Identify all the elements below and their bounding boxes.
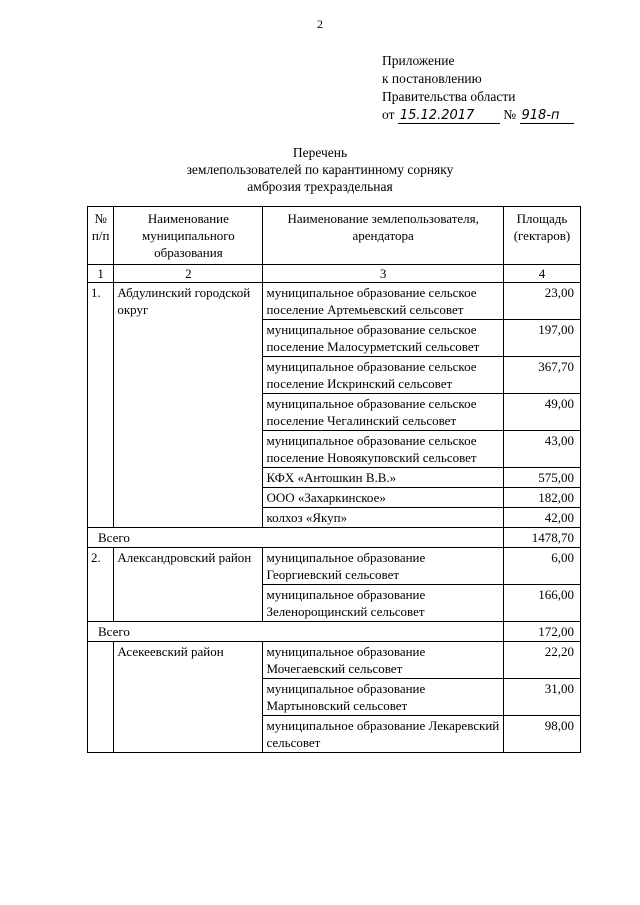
header-user: Наименование землепользователя, арендатора	[263, 207, 503, 265]
row-number	[88, 642, 114, 753]
row-number: 2.	[88, 548, 114, 622]
appendix-date-line	[382, 106, 574, 124]
number-prefix: №	[503, 107, 517, 122]
land-user-name: КФХ «Антошкин В.В.»	[263, 468, 503, 488]
municipality-name: Асекеевский район	[114, 642, 263, 753]
title-line-3: амброзия трехраздельная	[247, 179, 393, 194]
title-line-1: Перечень	[292, 145, 348, 160]
total-row	[88, 528, 581, 548]
total-label: Всего	[88, 622, 504, 642]
total-value: 1478,70	[503, 528, 580, 548]
table-row	[88, 642, 581, 679]
land-user-name: муниципальное образование Зеленорощинский сельсовет	[263, 585, 503, 622]
appendix-line-1: Приложение	[382, 53, 455, 68]
land-user-name: ООО «Захаркинское»	[263, 488, 503, 508]
area-value: 43,00	[503, 431, 580, 468]
area-value: 49,00	[503, 394, 580, 431]
area-value: 6,00	[503, 548, 580, 585]
land-user-name: муниципальное образование Мочегаевский сельсовет	[263, 642, 503, 679]
index-cell: 1	[88, 265, 114, 283]
row-number: 1.	[88, 283, 114, 528]
land-user-name: муниципальное образование Мартыновский сельсовет	[263, 679, 503, 716]
header-municipality: Наименование муниципального образования	[114, 207, 263, 265]
index-cell: 2	[114, 265, 263, 283]
total-row	[88, 622, 581, 642]
appendix-block	[382, 52, 574, 124]
area-value: 42,00	[503, 508, 580, 528]
land-user-name: муниципальное образование Георгиевский сельсовет	[263, 548, 503, 585]
area-value: 98,00	[503, 716, 580, 753]
land-user-name: муниципальное образование Лекаревский сельсовет	[263, 716, 503, 753]
total-label: Всего	[88, 528, 504, 548]
total-value: 172,00	[503, 622, 580, 642]
municipality-name: Александровский район	[114, 548, 263, 622]
area-value: 22,20	[503, 642, 580, 679]
document-title	[0, 144, 640, 195]
area-value: 367,70	[503, 357, 580, 394]
index-cell: 4	[503, 265, 580, 283]
title-line-2: землепользователей по карантинному сорняку	[186, 162, 454, 177]
area-value: 23,00	[503, 283, 580, 320]
column-index-row	[88, 265, 581, 283]
area-value: 166,00	[503, 585, 580, 622]
area-value: 197,00	[503, 320, 580, 357]
appendix-line-2: к постановлению	[382, 71, 482, 86]
appendix-line-3: Правительства области	[382, 89, 516, 104]
index-cell: 3	[263, 265, 503, 283]
table-header-row	[88, 207, 581, 265]
area-value: 575,00	[503, 468, 580, 488]
land-user-name: муниципальное образование сельское поселение Малосурметский сельсовет	[263, 320, 503, 357]
area-value: 182,00	[503, 488, 580, 508]
handwritten-number: 918-п	[520, 109, 574, 124]
table-body	[88, 283, 581, 753]
area-value: 31,00	[503, 679, 580, 716]
land-users-table	[87, 206, 581, 753]
handwritten-date: 15.12.2017	[398, 109, 500, 124]
municipality-name: Абдулинский городской округ	[114, 283, 263, 528]
page-number: 2	[317, 17, 323, 31]
land-user-name: муниципальное образование сельское поселение Искринский сельсовет	[263, 357, 503, 394]
land-user-name: колхоз «Якуп»	[263, 508, 503, 528]
land-user-name: муниципальное образование сельское поселение Артемьевский сельсовет	[263, 283, 503, 320]
table-row	[88, 548, 581, 585]
table-row	[88, 283, 581, 320]
land-user-name: муниципальное образование сельское поселение Новоякуповский сельсовет	[263, 431, 503, 468]
land-user-name: муниципальное образование сельское поселение Чегалинский сельсовет	[263, 394, 503, 431]
header-num: № п/п	[88, 207, 114, 265]
header-area: Площадь (гектаров)	[503, 207, 580, 265]
date-prefix: от	[382, 107, 395, 122]
